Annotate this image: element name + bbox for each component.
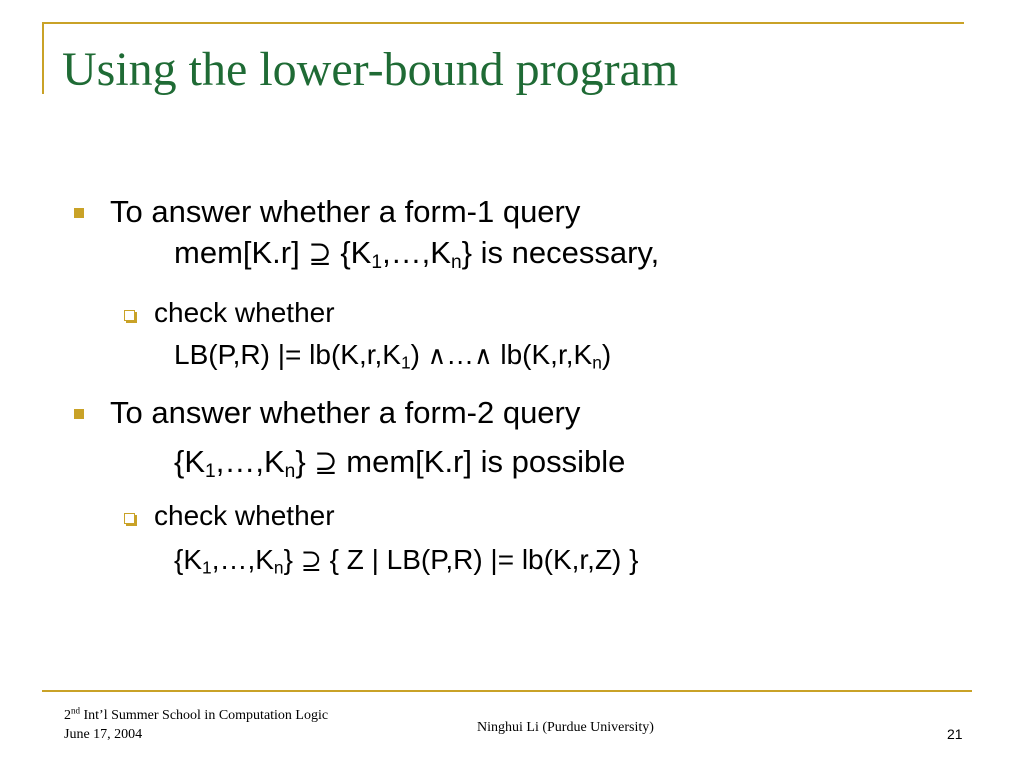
bullet-2-formula: $\{K_1,\dots,K_n\}$ ⊇ mem[K.r] is possible [174, 444, 626, 482]
page-number: 21 [947, 726, 963, 742]
logical-and-icon: ∧ [427, 341, 447, 370]
superset-icon: ⊇ [300, 546, 322, 575]
bullet-1-text: To answer whether a form-1 query [110, 194, 581, 229]
footer-author: Ninghui Li (Purdue University) [477, 720, 654, 735]
hollow-square-bullet-icon [124, 310, 135, 321]
footer-rule [42, 690, 972, 692]
superset-icon: ⊇ [314, 446, 338, 479]
hollow-square-bullet-icon [124, 513, 135, 524]
sub-bullet-1-formula: LB(P,R) |= $lb(K,r,K_1)$ ∧…∧ $lb(K,r,K_n)$ [174, 339, 612, 373]
sub-bullet-1-text: check whether [154, 297, 335, 328]
slide-title: Using the lower-bound program [62, 43, 679, 96]
superset-icon: ⊇ [308, 237, 332, 270]
square-bullet-icon [74, 208, 84, 218]
footer-date: June 17, 2004 [64, 727, 143, 742]
footer-conference: 2nd Int’l Summer School in Computation Logic June 17, 2004 [64, 705, 329, 742]
square-bullet-icon [74, 409, 84, 419]
sub-bullet-2-formula: $\{K_1,\dots,K_n\}$ ⊇ { Z | LB(P,R) |= lb(K,r,Z) } [174, 544, 639, 578]
sub-bullet-2-text: check whether [154, 500, 335, 531]
logical-and-icon: ∧ [474, 341, 493, 370]
bullet-1-formula: mem[K.r] ⊇ $\{K_1,\dots,K_n\}$ is necessary, [174, 235, 660, 273]
bullet-2-text: To answer whether a form-2 query [110, 395, 581, 430]
